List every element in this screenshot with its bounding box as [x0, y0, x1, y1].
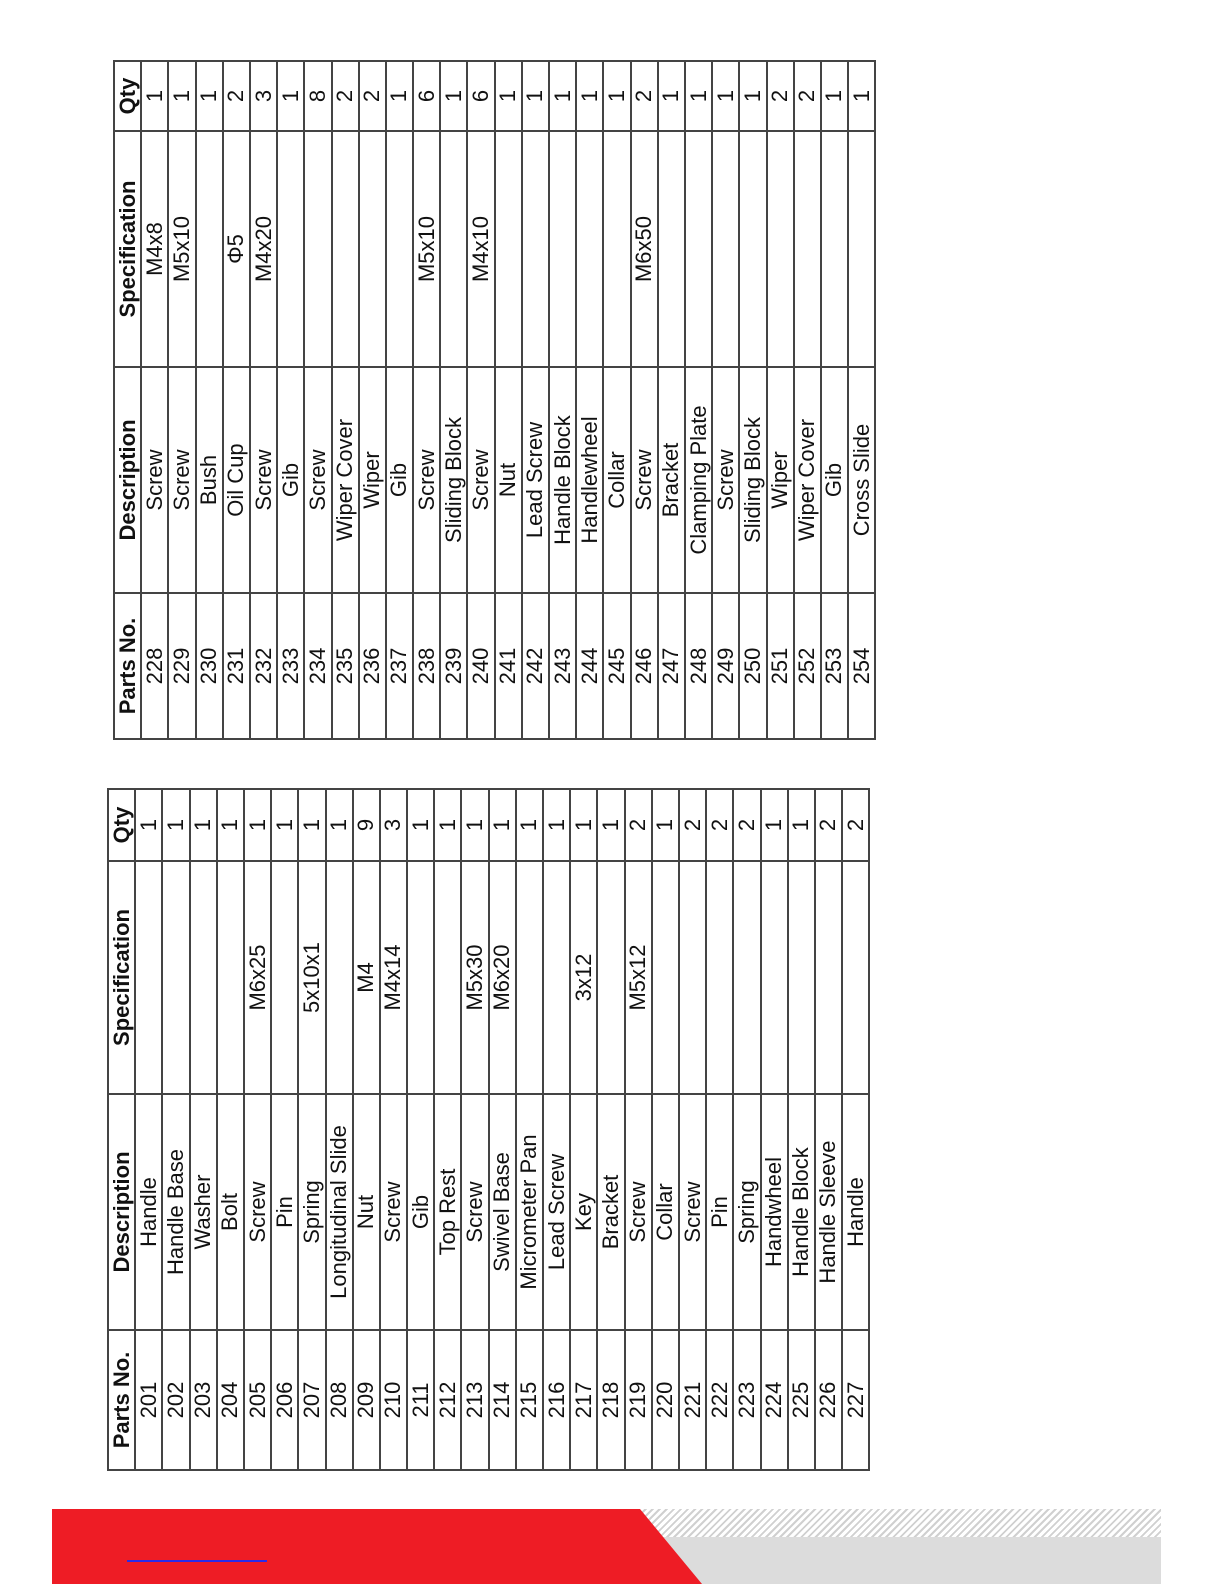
- cell-description: Collar: [603, 367, 630, 593]
- cell-parts-no: 223: [733, 1330, 760, 1470]
- table-row: [576, 61, 603, 739]
- table-row: [434, 789, 461, 1470]
- cell-specification: [788, 861, 815, 1094]
- table-row: [625, 789, 652, 1470]
- cell-description: Pin: [706, 1094, 733, 1330]
- cell-specification: [522, 131, 549, 367]
- cell-description: Nut: [353, 1094, 380, 1330]
- cell-specification: [543, 861, 570, 1094]
- cell-parts-no: 253: [821, 593, 848, 739]
- cell-qty: 1: [162, 789, 189, 861]
- cell-parts-no: 236: [359, 593, 386, 739]
- cell-qty: 1: [298, 789, 325, 861]
- cell-qty: 1: [788, 789, 815, 861]
- table-row: [413, 61, 440, 739]
- parts-table-228-254-container: [113, 60, 876, 740]
- cell-parts-no: 251: [767, 593, 794, 739]
- cell-parts-no: 241: [495, 593, 522, 739]
- cell-description: Handle Base: [162, 1094, 189, 1330]
- cell-qty: 1: [495, 61, 522, 131]
- cell-qty: 1: [217, 789, 244, 861]
- cell-specification: [386, 131, 413, 367]
- table-row: [543, 789, 570, 1470]
- cell-specification: M4x8: [141, 131, 168, 367]
- cell-parts-no: 201: [135, 1330, 162, 1470]
- table-row: [570, 789, 597, 1470]
- cell-description: Handle Block: [549, 367, 576, 593]
- table-row: [549, 61, 576, 739]
- cell-parts-no: 225: [788, 1330, 815, 1470]
- cell-qty: 1: [685, 61, 712, 131]
- cell-parts-no: 240: [467, 593, 494, 739]
- table-row: [761, 789, 788, 1470]
- cell-qty: 1: [244, 789, 271, 861]
- table-row: [359, 61, 386, 739]
- cell-parts-no: 209: [353, 1330, 380, 1470]
- cell-description: Sliding Block: [440, 367, 467, 593]
- cell-specification: M4x14: [380, 861, 407, 1094]
- cell-qty: 1: [489, 789, 516, 861]
- table-row: [250, 61, 277, 739]
- table-row: [739, 61, 766, 739]
- cell-description: Sliding Block: [739, 367, 766, 593]
- cell-qty: 2: [842, 789, 869, 861]
- cell-description: Screw: [168, 367, 195, 593]
- cell-specification: [326, 861, 353, 1094]
- cell-description: Washer: [190, 1094, 217, 1330]
- cell-parts-no: 226: [815, 1330, 842, 1470]
- cell-specification: [135, 861, 162, 1094]
- cell-qty: 1: [543, 789, 570, 861]
- table-row: [380, 789, 407, 1470]
- cell-parts-no: 203: [190, 1330, 217, 1470]
- cell-description: Lead Screw: [543, 1094, 570, 1330]
- table-row: [712, 61, 739, 739]
- cell-qty: 1: [141, 61, 168, 131]
- table-row: [821, 61, 848, 739]
- table-row: [603, 61, 630, 739]
- cell-qty: 2: [733, 789, 760, 861]
- cell-qty: 1: [277, 61, 304, 131]
- cell-specification: [603, 131, 630, 367]
- cell-description: Gib: [277, 367, 304, 593]
- cell-description: Bracket: [597, 1094, 624, 1330]
- cell-description: Screw: [461, 1094, 488, 1330]
- header-parts-no: Parts No.: [114, 593, 141, 739]
- cell-description: Screw: [304, 367, 331, 593]
- cell-specification: Φ5: [223, 131, 250, 367]
- cell-qty: 2: [815, 789, 842, 861]
- table-row: [767, 61, 794, 739]
- cell-description: Spring: [733, 1094, 760, 1330]
- cell-specification: M5x30: [461, 861, 488, 1094]
- table-row: [631, 61, 658, 739]
- cell-specification: [549, 131, 576, 367]
- cell-description: Wiper Cover: [332, 367, 359, 593]
- table-row: [522, 61, 549, 739]
- cell-qty: 2: [679, 789, 706, 861]
- cell-qty: 1: [761, 789, 788, 861]
- cell-description: Screw: [244, 1094, 271, 1330]
- cell-parts-no: 216: [543, 1330, 570, 1470]
- table-row: [168, 61, 195, 739]
- table-row: [733, 789, 760, 1470]
- cell-description: Top Rest: [434, 1094, 461, 1330]
- cell-qty: 2: [223, 61, 250, 131]
- cell-description: Handle Block: [788, 1094, 815, 1330]
- cell-parts-no: 246: [631, 593, 658, 739]
- table-row: [597, 789, 624, 1470]
- table-row: [141, 61, 168, 739]
- cell-parts-no: 229: [168, 593, 195, 739]
- cell-qty: 1: [522, 61, 549, 131]
- cell-parts-no: 212: [434, 1330, 461, 1470]
- cell-specification: [190, 861, 217, 1094]
- cell-parts-no: 224: [761, 1330, 788, 1470]
- cell-description: Handwheel: [761, 1094, 788, 1330]
- cell-parts-no: 242: [522, 593, 549, 739]
- cell-qty: 1: [712, 61, 739, 131]
- cell-description: Screw: [631, 367, 658, 593]
- table-row: [223, 61, 250, 739]
- table-row: [271, 789, 298, 1470]
- cell-description: Handle Sleeve: [815, 1094, 842, 1330]
- cell-specification: [767, 131, 794, 367]
- table-row: [326, 789, 353, 1470]
- cell-specification: M6x20: [489, 861, 516, 1094]
- header-description: Description: [108, 1094, 135, 1330]
- cell-qty: 1: [652, 789, 679, 861]
- cell-parts-no: 235: [332, 593, 359, 739]
- cell-parts-no: 202: [162, 1330, 189, 1470]
- table-row: [815, 789, 842, 1470]
- cell-parts-no: 245: [603, 593, 630, 739]
- table-row: [440, 61, 467, 739]
- cell-description: Swivel Base: [489, 1094, 516, 1330]
- cell-parts-no: 238: [413, 593, 440, 739]
- cell-qty: 1: [271, 789, 298, 861]
- cell-specification: [733, 861, 760, 1094]
- cell-description: Screw: [380, 1094, 407, 1330]
- cell-qty: 1: [570, 789, 597, 861]
- cell-description: Wiper: [767, 367, 794, 593]
- cell-description: Lead Screw: [522, 367, 549, 593]
- cell-qty: 2: [767, 61, 794, 131]
- cell-description: Gib: [821, 367, 848, 593]
- cell-description: Wiper: [359, 367, 386, 593]
- cell-specification: [434, 861, 461, 1094]
- cell-specification: [277, 131, 304, 367]
- cell-specification: [162, 861, 189, 1094]
- cell-specification: [739, 131, 766, 367]
- cell-parts-no: 249: [712, 593, 739, 739]
- cell-specification: [658, 131, 685, 367]
- cell-specification: [217, 861, 244, 1094]
- cell-parts-no: 252: [794, 593, 821, 739]
- cell-description: Screw: [467, 367, 494, 593]
- cell-description: Micrometer Pan: [516, 1094, 543, 1330]
- header-qty: Qty: [114, 61, 141, 131]
- table-row: [658, 61, 685, 739]
- cell-description: Nut: [495, 367, 522, 593]
- cell-qty: 1: [658, 61, 685, 131]
- table-row: [706, 789, 733, 1470]
- cell-qty: 3: [380, 789, 407, 861]
- cell-description: Handle: [135, 1094, 162, 1330]
- cell-description: Screw: [141, 367, 168, 593]
- parts-table: [113, 60, 876, 740]
- table-row: [407, 789, 434, 1470]
- cell-qty: 1: [461, 789, 488, 861]
- cell-specification: [271, 861, 298, 1094]
- footer-link[interactable]: [127, 1556, 267, 1562]
- table-row: [788, 789, 815, 1470]
- cell-qty: 1: [135, 789, 162, 861]
- cell-qty: 1: [516, 789, 543, 861]
- cell-description: Longitudinal Slide: [326, 1094, 353, 1330]
- cell-specification: [495, 131, 522, 367]
- cell-qty: 9: [353, 789, 380, 861]
- cell-parts-no: 237: [386, 593, 413, 739]
- cell-parts-no: 233: [277, 593, 304, 739]
- cell-qty: 1: [549, 61, 576, 131]
- table-row: [244, 789, 271, 1470]
- cell-specification: M5x10: [168, 131, 195, 367]
- table-row: [298, 789, 325, 1470]
- cell-parts-no: 227: [842, 1330, 869, 1470]
- cell-specification: [196, 131, 223, 367]
- cell-description: Bush: [196, 367, 223, 593]
- cell-description: Gib: [407, 1094, 434, 1330]
- footer-hatch-pattern: [640, 1509, 1161, 1537]
- cell-qty: 2: [332, 61, 359, 131]
- cell-specification: [576, 131, 603, 367]
- table-row: [495, 61, 522, 739]
- table-header-row: [108, 789, 135, 1470]
- cell-description: Bracket: [658, 367, 685, 593]
- cell-qty: 6: [467, 61, 494, 131]
- table-row: [353, 789, 380, 1470]
- table-row: [652, 789, 679, 1470]
- cell-specification: [359, 131, 386, 367]
- table-body: [141, 61, 875, 739]
- cell-description: Collar: [652, 1094, 679, 1330]
- cell-description: Screw: [712, 367, 739, 593]
- table-row: [489, 789, 516, 1470]
- cell-description: Bolt: [217, 1094, 244, 1330]
- cell-qty: 3: [250, 61, 277, 131]
- cell-description: Spring: [298, 1094, 325, 1330]
- table-row: [304, 61, 331, 739]
- cell-description: Key: [570, 1094, 597, 1330]
- cell-description: Screw: [679, 1094, 706, 1330]
- cell-qty: 2: [631, 61, 658, 131]
- cell-qty: 2: [706, 789, 733, 861]
- cell-parts-no: 208: [326, 1330, 353, 1470]
- cell-description: Oil Cup: [223, 367, 250, 593]
- table-body: [135, 789, 869, 1470]
- table-row: [190, 789, 217, 1470]
- table-row: [516, 789, 543, 1470]
- cell-qty: 2: [794, 61, 821, 131]
- cell-parts-no: 247: [658, 593, 685, 739]
- table-row: [685, 61, 712, 739]
- header-parts-no: Parts No.: [108, 1330, 135, 1470]
- cell-parts-no: 243: [549, 593, 576, 739]
- footer-red-band: [52, 1509, 702, 1584]
- cell-specification: M4x10: [467, 131, 494, 367]
- table-row: [135, 789, 162, 1470]
- table-row: [467, 61, 494, 739]
- parts-table: [107, 788, 870, 1471]
- cell-qty: 1: [190, 789, 217, 861]
- table-header-row: [114, 61, 141, 739]
- cell-specification: [516, 861, 543, 1094]
- cell-description: Wiper Cover: [794, 367, 821, 593]
- table-row: [196, 61, 223, 739]
- cell-qty: 1: [196, 61, 223, 131]
- cell-parts-no: 220: [652, 1330, 679, 1470]
- cell-description: Handle: [842, 1094, 869, 1330]
- cell-specification: [821, 131, 848, 367]
- table-row: [162, 789, 189, 1470]
- cell-specification: [706, 861, 733, 1094]
- cell-parts-no: 221: [679, 1330, 706, 1470]
- cell-description: Handlewheel: [576, 367, 603, 593]
- cell-specification: [794, 131, 821, 367]
- cell-specification: [407, 861, 434, 1094]
- cell-parts-no: 234: [304, 593, 331, 739]
- cell-qty: 1: [603, 61, 630, 131]
- cell-parts-no: 230: [196, 593, 223, 739]
- cell-description: Clamping Plate: [685, 367, 712, 593]
- cell-qty: 2: [625, 789, 652, 861]
- table-row: [679, 789, 706, 1470]
- cell-qty: 1: [168, 61, 195, 131]
- cell-qty: 1: [326, 789, 353, 861]
- cell-specification: 3x12: [570, 861, 597, 1094]
- cell-parts-no: 214: [489, 1330, 516, 1470]
- table-row: [794, 61, 821, 739]
- cell-specification: [712, 131, 739, 367]
- cell-specification: M5x12: [625, 861, 652, 1094]
- cell-qty: 1: [597, 789, 624, 861]
- cell-specification: [815, 861, 842, 1094]
- cell-description: Pin: [271, 1094, 298, 1330]
- cell-description: Gib: [386, 367, 413, 593]
- cell-parts-no: 254: [848, 593, 875, 739]
- cell-description: Screw: [625, 1094, 652, 1330]
- cell-parts-no: 228: [141, 593, 168, 739]
- cell-parts-no: 206: [271, 1330, 298, 1470]
- cell-specification: [679, 861, 706, 1094]
- table-row: [277, 61, 304, 739]
- cell-specification: [652, 861, 679, 1094]
- table-row: [386, 61, 413, 739]
- cell-qty: 1: [407, 789, 434, 861]
- cell-specification: [842, 861, 869, 1094]
- parts-table-201-227-container: [107, 788, 870, 1471]
- header-specification: Specification: [114, 131, 141, 367]
- cell-parts-no: 244: [576, 593, 603, 739]
- cell-qty: 1: [440, 61, 467, 131]
- table-row: [842, 789, 869, 1470]
- cell-description: Screw: [413, 367, 440, 593]
- cell-parts-no: 211: [407, 1330, 434, 1470]
- cell-specification: M5x10: [413, 131, 440, 367]
- table-row: [332, 61, 359, 739]
- cell-specification: [848, 131, 875, 367]
- cell-parts-no: 210: [380, 1330, 407, 1470]
- cell-qty: 1: [576, 61, 603, 131]
- cell-parts-no: 215: [516, 1330, 543, 1470]
- cell-parts-no: 239: [440, 593, 467, 739]
- table-row: [848, 61, 875, 739]
- cell-parts-no: 207: [298, 1330, 325, 1470]
- cell-parts-no: 219: [625, 1330, 652, 1470]
- cell-specification: [685, 131, 712, 367]
- header-qty: Qty: [108, 789, 135, 861]
- cell-specification: [597, 861, 624, 1094]
- cell-specification: [332, 131, 359, 367]
- cell-description: Cross Slide: [848, 367, 875, 593]
- cell-specification: 5x10x1: [298, 861, 325, 1094]
- cell-description: Screw: [250, 367, 277, 593]
- table-row: [461, 789, 488, 1470]
- cell-specification: M6x25: [244, 861, 271, 1094]
- cell-qty: 1: [386, 61, 413, 131]
- cell-parts-no: 248: [685, 593, 712, 739]
- cell-parts-no: 222: [706, 1330, 733, 1470]
- cell-specification: M4: [353, 861, 380, 1094]
- cell-specification: [761, 861, 788, 1094]
- cell-specification: [440, 131, 467, 367]
- cell-specification: [304, 131, 331, 367]
- cell-parts-no: 213: [461, 1330, 488, 1470]
- cell-qty: 6: [413, 61, 440, 131]
- cell-parts-no: 217: [570, 1330, 597, 1470]
- cell-parts-no: 218: [597, 1330, 624, 1470]
- cell-parts-no: 232: [250, 593, 277, 739]
- cell-parts-no: 250: [739, 593, 766, 739]
- cell-specification: M6x50: [631, 131, 658, 367]
- cell-qty: 1: [739, 61, 766, 131]
- cell-qty: 1: [848, 61, 875, 131]
- header-description: Description: [114, 367, 141, 593]
- table-row: [217, 789, 244, 1470]
- cell-qty: 8: [304, 61, 331, 131]
- cell-parts-no: 231: [223, 593, 250, 739]
- cell-parts-no: 205: [244, 1330, 271, 1470]
- cell-qty: 1: [434, 789, 461, 861]
- cell-parts-no: 204: [217, 1330, 244, 1470]
- cell-qty: 2: [359, 61, 386, 131]
- cell-qty: 1: [821, 61, 848, 131]
- cell-specification: M4x20: [250, 131, 277, 367]
- header-specification: Specification: [108, 861, 135, 1094]
